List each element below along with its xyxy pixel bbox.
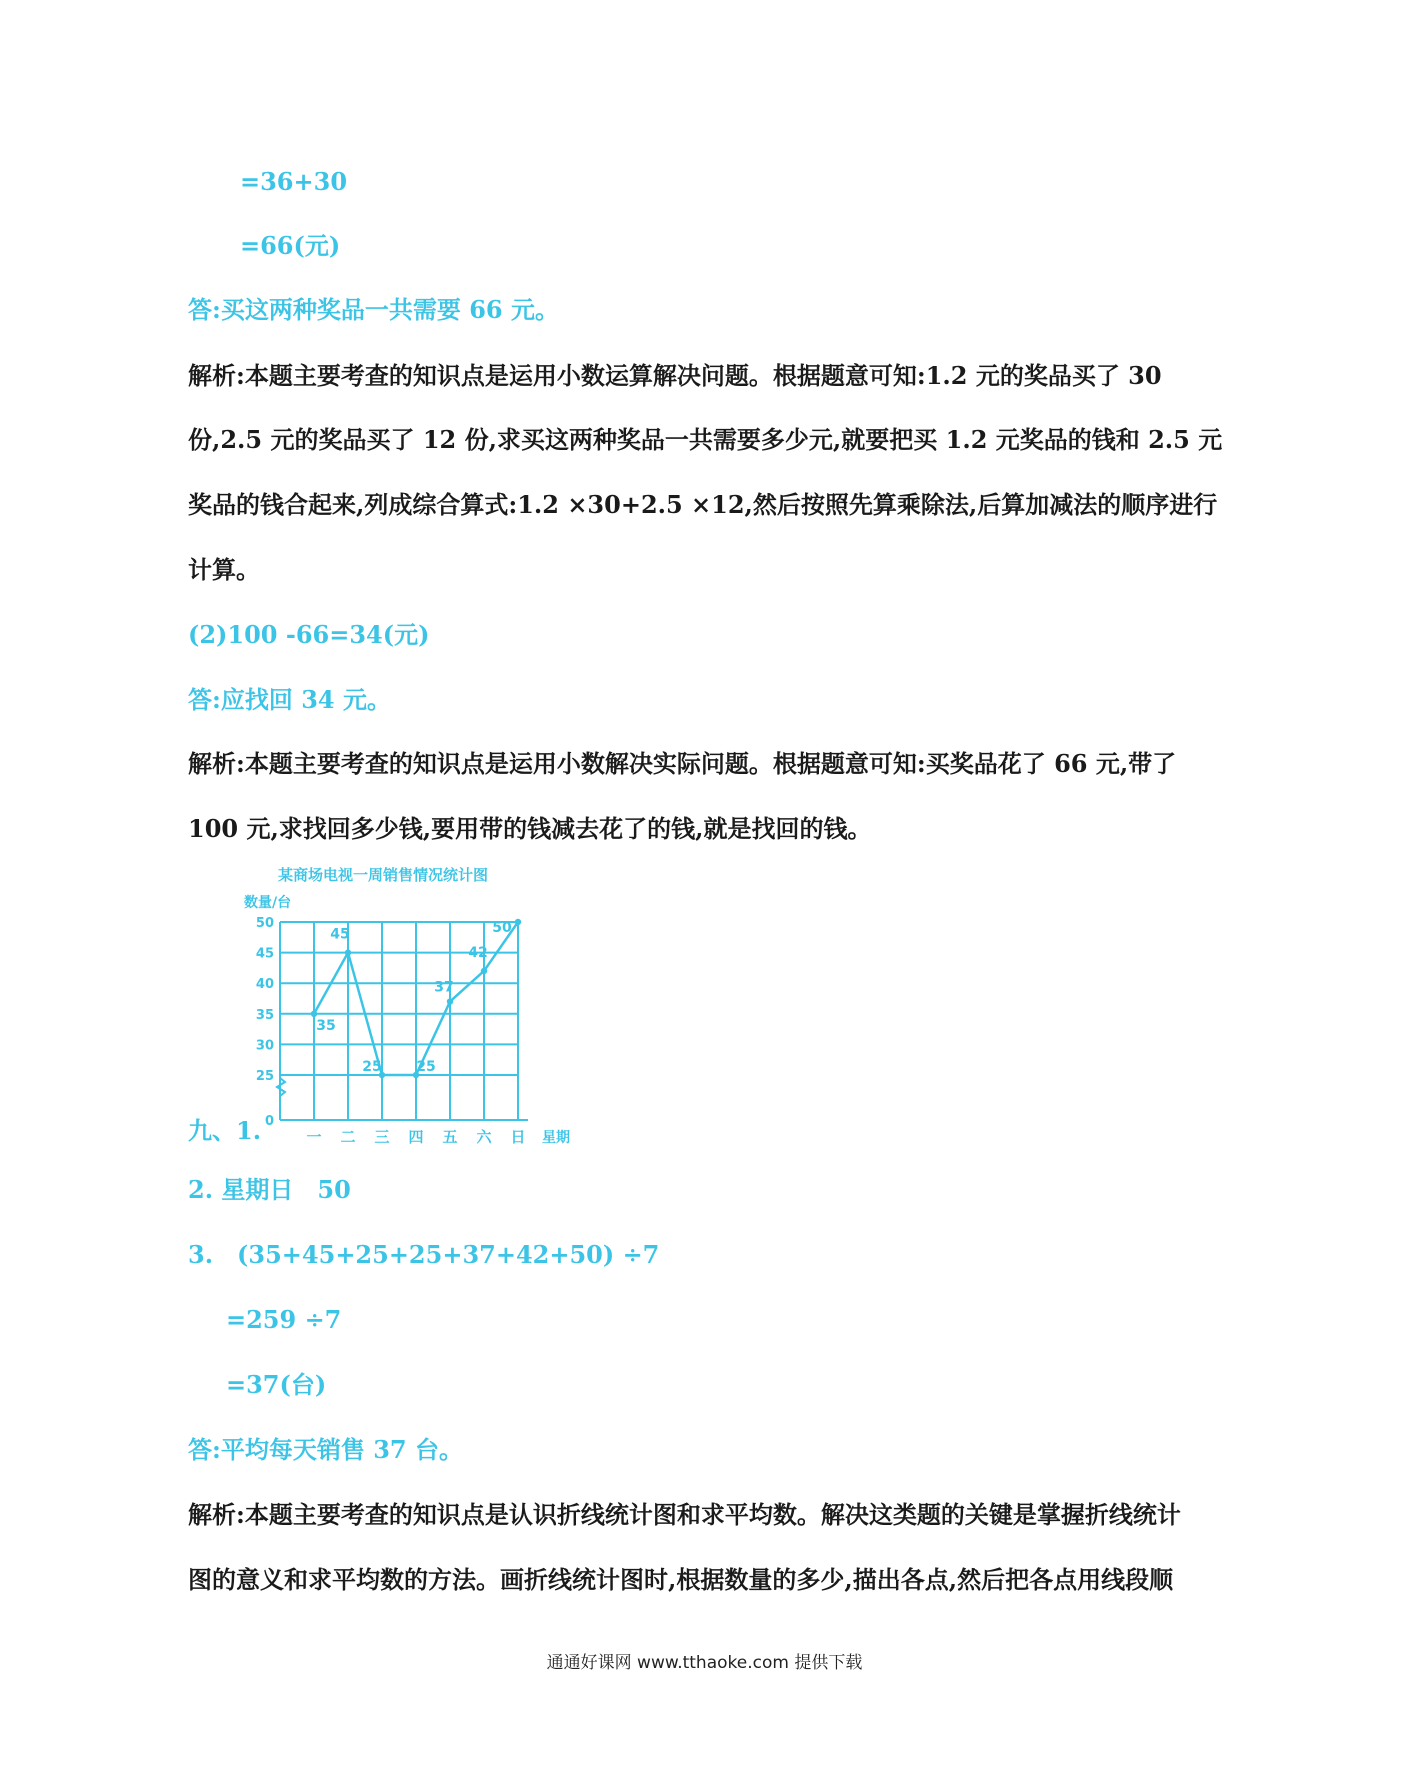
y-axis-label: 数量/台 [244,895,292,911]
x-tick-label: 六 [476,1128,492,1146]
chart-title: 某商场电视一周销售情况统计图 [278,866,489,884]
data-point [515,919,521,925]
x-axis-label: 星期 [542,1130,570,1146]
data-label: 25 [416,1059,436,1075]
data-point [481,968,487,974]
data-point [311,1011,317,1017]
analysis-3-line-2: 图的意义和求平均数的方法。画折线统计图时,根据数量的多少,描出各点,然后把各点用线段顺 [188,1565,1174,1594]
data-point [447,998,453,1004]
x-tick-label: 五 [442,1128,458,1146]
item-3-step-1: =259 ÷7 [226,1305,342,1334]
answer-1: 答:买这两种奖品一共需要 66 元。 [188,295,559,324]
analysis-1-line-2: 份,2.5 元的奖品买了 12 份,求买这两种奖品一共需要多少元,就要把买 1.2 元奖品的钱和 2.5 元 [188,425,1223,454]
data-label: 37 [434,979,454,996]
analysis-2-line-1: 解析:本题主要考查的知识点是运用小数解决实际问题。根据题意可知:买奖品花了 66 元,带了 [188,749,1177,778]
calc-step-2: =66(元) [240,231,341,260]
analysis-2-line-2: 100 元,求找回多少钱,要用带的钱减去花了的钱,就是找回的钱。 [188,814,872,843]
calc-step-1: =36+30 [240,167,348,196]
analysis-1-line-4: 计算。 [188,555,260,584]
item-3-formula: 3. (35+45+25+25+37+42+50) ÷7 [188,1240,660,1269]
line-chart [244,862,580,1152]
data-label: 42 [468,944,488,961]
x-tick-label: 二 [340,1128,356,1146]
x-tick-label: 三 [374,1128,390,1146]
analysis-1-line-1: 解析:本题主要考查的知识点是运用小数运算解决问题。根据题意可知:1.2 元的奖品买了 30 [188,361,1162,390]
item-2-answer: 2. 星期日 50 [188,1175,351,1204]
data-label: 50 [492,920,512,936]
footer-source: 通通好课网 www.tthaoke.com 提供下载 [546,1653,863,1673]
analysis-3-line-1: 解析:本题主要考查的知识点是认识折线统计图和求平均数。解决这类题的关键是掌握折线统计 [188,1500,1181,1529]
y-tick-label: 50 [255,916,274,931]
y-tick-label: 40 [255,977,274,993]
data-label: 25 [362,1059,382,1075]
y-tick-label: 0 [264,1114,274,1129]
data-label: 35 [316,1017,336,1034]
section-9-item-1: 九、1. [188,1116,262,1145]
y-tick-label: 45 [255,946,274,962]
calc-part-2: (2)100 -66=34(元) [188,620,430,649]
y-tick-label: 30 [255,1038,274,1054]
x-tick-label: 一 [306,1128,322,1146]
item-3-step-2: =37(台) [226,1370,327,1399]
data-point [345,949,351,955]
answer-3: 答:平均每天销售 37 台。 [188,1435,463,1464]
data-label: 45 [330,926,350,943]
y-tick-label: 35 [255,1007,274,1023]
x-tick-label: 日 [510,1128,526,1146]
answer-2: 答:应找回 34 元。 [188,685,391,714]
analysis-1-line-3: 奖品的钱合起来,列成综合算式:1.2 ×30+2.5 ×12,然后按照先算乘除法,后算加减法的顺序进行 [188,490,1218,519]
x-tick-label: 四 [408,1128,424,1146]
y-tick-label: 25 [255,1069,274,1084]
